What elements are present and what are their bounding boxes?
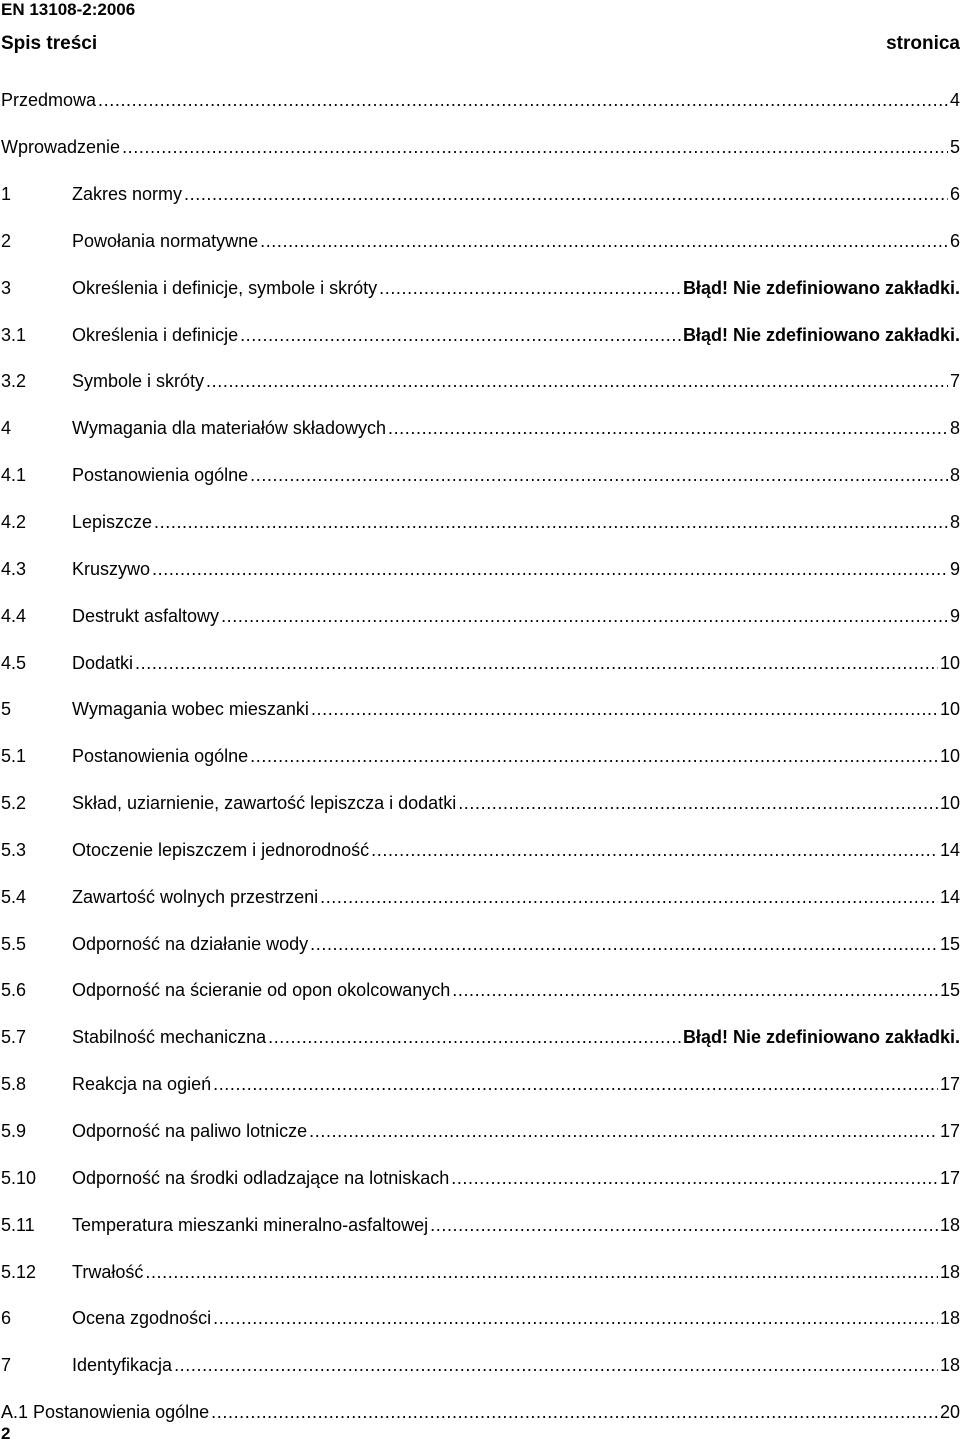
toc-entry[interactable]	[1, 920, 960, 967]
toc-entry[interactable]	[1, 873, 960, 920]
toc-entry-page: 6	[949, 184, 960, 205]
toc-entry-page-error: Błąd! Nie zdefiniowano zakładki.	[682, 324, 960, 345]
toc-entry-number: 2	[1, 230, 12, 251]
toc-entry-number: 3.2	[1, 371, 27, 392]
toc-entry-title: Temperatura mieszanki mineralno-asfaltowej	[72, 1214, 429, 1235]
toc-entry-title: Zawartość wolnych przestrzeni	[72, 886, 319, 907]
toc-entry-page: 4	[949, 90, 960, 111]
toc-entry-title: Postanowienia ogólne	[72, 465, 249, 486]
toc-entry-title: Wprowadzenie	[1, 137, 121, 158]
dot-leader	[213, 1306, 938, 1330]
toc-entry-page: 9	[949, 605, 960, 626]
toc-entry[interactable]	[1, 1342, 960, 1389]
toc-entry[interactable]	[1, 124, 960, 171]
document-id: EN 13108-2:2006	[1, 0, 136, 19]
dot-leader	[268, 1025, 681, 1049]
toc-entry[interactable]	[1, 1389, 960, 1436]
toc-entry-page: 7	[949, 371, 960, 392]
dot-leader	[311, 697, 938, 721]
toc-entry-number: 5.11	[1, 1214, 35, 1235]
dot-leader	[184, 182, 948, 206]
toc-entry-title: Lepiszcze	[72, 512, 153, 533]
toc-entry-title: Postanowienia ogólne	[33, 1402, 210, 1423]
dot-leader	[310, 932, 938, 956]
toc-entry-number: 5.5	[1, 933, 27, 954]
toc-entry-number: 5.1	[1, 746, 27, 767]
toc-entry-title: Identyfikacja	[72, 1355, 173, 1376]
toc-entry-number: 5	[1, 699, 12, 720]
toc-entry-title: Określenia i definicje, symbole i skróty	[72, 277, 378, 298]
dot-leader	[135, 651, 938, 675]
table-of-contents	[1, 77, 960, 1435]
toc-entry-number: 5.7	[1, 1027, 27, 1048]
toc-entry-number: 4.3	[1, 558, 27, 579]
dot-leader	[154, 510, 948, 534]
toc-entry[interactable]	[1, 1108, 960, 1155]
page-number: 2	[1, 1424, 11, 1443]
dot-leader	[379, 276, 681, 300]
toc-entry-number: 3	[1, 277, 12, 298]
toc-entry-number: 6	[1, 1308, 12, 1329]
toc-entry-page: 17	[939, 1074, 960, 1095]
toc-entry[interactable]	[1, 264, 960, 311]
toc-entry-title: Dodatki	[72, 652, 134, 673]
toc-entry-title: Stabilność mechaniczna	[72, 1027, 267, 1048]
toc-entry-title: Wymagania wobec mieszanki	[72, 699, 309, 720]
toc-entry-title: Odporność na środki odladzające na lotniskach	[72, 1167, 450, 1188]
toc-entry-number: 1	[1, 184, 12, 205]
dot-leader	[250, 744, 938, 768]
dot-leader	[250, 463, 948, 487]
toc-entry-page: 8	[949, 418, 960, 439]
toc-entry-title: Otoczenie lepiszczem i jednorodność	[72, 839, 370, 860]
toc-entry-page: 17	[939, 1120, 960, 1141]
toc-entry-page: 8	[949, 465, 960, 486]
dot-leader	[174, 1353, 938, 1377]
toc-entry-number: 5.4	[1, 886, 27, 907]
dot-leader	[458, 791, 938, 815]
toc-entry-title: Przedmowa	[1, 90, 97, 111]
dot-leader	[240, 323, 681, 347]
toc-entry[interactable]	[1, 499, 960, 546]
toc-entry-number: 5.9	[1, 1120, 27, 1141]
toc-entry-number: 5.2	[1, 793, 27, 814]
toc-entry-page: 18	[939, 1214, 960, 1235]
toc-entry[interactable]	[1, 171, 960, 218]
toc-entry-title: Skład, uziarnienie, zawartość lepiszcza i dodatki	[72, 793, 457, 814]
toc-entry[interactable]	[1, 1201, 960, 1248]
toc-entry-page: 15	[939, 980, 960, 1001]
dot-leader	[371, 838, 938, 862]
dot-leader	[152, 557, 948, 581]
toc-entry-page-error: Błąd! Nie zdefiniowano zakładki.	[682, 1027, 960, 1048]
toc-entry-number: 5.12	[1, 1261, 37, 1282]
toc-entry[interactable]	[1, 1014, 960, 1061]
dot-leader	[211, 1400, 938, 1424]
dot-leader	[221, 604, 948, 628]
toc-entry[interactable]	[1, 77, 960, 124]
toc-entry-page: 10	[939, 793, 960, 814]
toc-entry[interactable]	[1, 1295, 960, 1342]
toc-entry-page: 14	[939, 839, 960, 860]
toc-entry-number: 5.10	[1, 1167, 37, 1188]
toc-entry-number: 7	[1, 1355, 12, 1376]
toc-entry-number: A.1	[1, 1402, 29, 1423]
toc-entry-title: Reakcja na ogień	[72, 1074, 212, 1095]
dot-leader	[320, 885, 938, 909]
toc-entry-page: 18	[939, 1308, 960, 1329]
toc-entry-number: 4	[1, 418, 12, 439]
toc-entry-page-error: Błąd! Nie zdefiniowano zakładki.	[682, 277, 960, 298]
toc-entry-page: 6	[949, 230, 960, 251]
toc-entry-page: 14	[939, 886, 960, 907]
toc-entry-title: Powołania normatywne	[72, 230, 259, 251]
toc-entry-number: 4.5	[1, 652, 27, 673]
dot-leader	[309, 1119, 938, 1143]
toc-entry-page: 15	[939, 933, 960, 954]
toc-entry[interactable]	[1, 1154, 960, 1201]
toc-entry[interactable]	[1, 452, 960, 499]
toc-entry-number: 4.1	[1, 465, 27, 486]
toc-entry-number: 4.2	[1, 512, 27, 533]
toc-entry-title: Odporność na paliwo lotnicze	[72, 1120, 308, 1141]
toc-entry-page: 17	[939, 1167, 960, 1188]
toc-entry[interactable]	[1, 967, 960, 1014]
dot-leader	[98, 88, 948, 112]
toc-entry-title: Kruszywo	[72, 558, 151, 579]
toc-entry-title: Określenia i definicje	[72, 324, 239, 345]
dot-leader	[206, 369, 948, 393]
toc-entry[interactable]	[1, 686, 960, 733]
toc-entry-title: Destrukt asfaltowy	[72, 605, 220, 626]
dot-leader	[452, 978, 938, 1002]
toc-entry[interactable]	[1, 311, 960, 358]
toc-entry-number: 5.3	[1, 839, 27, 860]
toc-entry[interactable]	[1, 639, 960, 686]
toc-entry-page: 8	[949, 512, 960, 533]
toc-entry[interactable]	[1, 405, 960, 452]
toc-entry[interactable]	[1, 827, 960, 874]
toc-entry-title: Wymagania dla materiałów składowych	[72, 418, 386, 439]
toc-heading: Spis treści	[1, 33, 98, 54]
toc-entry-page: 9	[949, 558, 960, 579]
toc-entry-title: Odporność na ścieranie od opon okolcowanych	[72, 980, 451, 1001]
toc-entry-number: 4.4	[1, 605, 27, 626]
toc-entry-page: 18	[939, 1355, 960, 1376]
dot-leader	[451, 1166, 938, 1190]
toc-entry-page: 10	[939, 699, 960, 720]
toc-entry-title: Ocena zgodności	[72, 1308, 212, 1329]
toc-entry-page: 10	[939, 746, 960, 767]
toc-entry[interactable]	[1, 780, 960, 827]
dot-leader	[145, 1260, 938, 1284]
toc-entry-number: 5.8	[1, 1074, 27, 1095]
page-column-label: stronica	[886, 33, 960, 54]
toc-entry[interactable]	[1, 1061, 960, 1108]
toc-header	[1, 31, 960, 57]
toc-entry[interactable]	[1, 1248, 960, 1295]
toc-entry-title: Odporność na działanie wody	[72, 933, 309, 954]
toc-entry-page: 18	[939, 1261, 960, 1282]
toc-entry-number: 5.6	[1, 980, 27, 1001]
dot-leader	[260, 229, 948, 253]
dot-leader	[430, 1213, 938, 1237]
toc-entry-page: 10	[939, 652, 960, 673]
toc-entry-title: Postanowienia ogólne	[72, 746, 249, 767]
dot-leader	[122, 135, 948, 159]
toc-entry[interactable]	[1, 733, 960, 780]
toc-entry-title: Symbole i skróty	[72, 371, 205, 392]
toc-entry-title: Trwałość	[72, 1261, 144, 1282]
toc-entry[interactable]	[1, 218, 960, 265]
toc-entry-number: 3.1	[1, 324, 27, 345]
toc-entry-page: 20	[939, 1402, 960, 1423]
toc-entry[interactable]	[1, 545, 960, 592]
toc-entry[interactable]	[1, 358, 960, 405]
dot-leader	[213, 1072, 938, 1096]
toc-entry-page: 5	[949, 137, 960, 158]
dot-leader	[388, 416, 948, 440]
toc-entry-title: Zakres normy	[72, 184, 183, 205]
toc-entry[interactable]	[1, 592, 960, 639]
